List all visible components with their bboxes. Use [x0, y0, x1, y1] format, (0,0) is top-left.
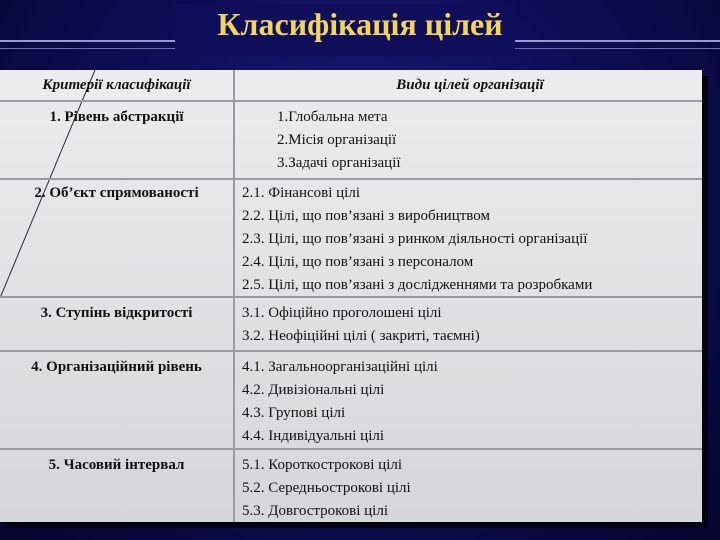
list-item: 2.4. Цілі, що пов’язані з персоналом	[242, 254, 474, 270]
criterion-2: 2. Об’єкт спрямованості	[34, 185, 199, 201]
list-item: 4.4. Індивідуальні цілі	[242, 428, 385, 444]
row-divider	[0, 350, 702, 352]
classification-table	[0, 70, 702, 522]
list-item: 3.2. Неофіційні цілі ( закриті, таємні)	[242, 328, 480, 344]
list-item: 2.5. Цілі, що пов’язані з дослідженнями та розробками	[242, 277, 593, 293]
list-item: 4.3. Групові цілі	[242, 405, 346, 421]
criterion-4: 4. Організаційний рівень	[31, 359, 202, 375]
criterion-5: 5. Часовий інтервал	[48, 457, 185, 473]
list-item: 5.3. Довгострокові цілі	[242, 503, 388, 519]
row-divider	[0, 448, 702, 450]
list-item: 2.Місія організації	[277, 132, 397, 148]
kinds-3	[242, 302, 698, 348]
kinds-4	[242, 356, 698, 448]
header-criteria: Критерії класифікації	[42, 77, 191, 93]
list-item: 5.2. Середньострокові цілі	[242, 480, 411, 496]
header-kinds: Види цілей організації	[396, 77, 544, 93]
kinds-2	[242, 182, 698, 297]
kinds-1	[277, 106, 720, 175]
row-divider	[0, 178, 702, 180]
slide-title: Класифікація цілей	[217, 6, 503, 42]
list-item: 2.2. Цілі, що пов’язані з виробництвом	[242, 208, 490, 224]
list-item: 3.1. Офіційно проголошені цілі	[242, 305, 442, 321]
list-item: 1.Глобальна мета	[277, 109, 388, 125]
list-item: 4.1. Загальноорганізаційні цілі	[242, 359, 438, 375]
list-item: 5.1. Короткострокові цілі	[242, 457, 403, 473]
list-item: 2.1. Фінансові цілі	[242, 185, 360, 201]
list-item: 3.Задачі організації	[277, 155, 401, 171]
list-item: 2.3. Цілі, що пов’язані з ринком діяльності організації	[242, 231, 588, 247]
criterion-3: 3. Ступінь відкритості	[40, 305, 193, 321]
kinds-5	[242, 454, 698, 523]
row-divider	[0, 100, 702, 102]
list-item: 4.2. Дивізіональні цілі	[242, 382, 385, 398]
title-bar	[0, 0, 720, 62]
criterion-1: 1. Рівень абстракції	[49, 109, 184, 125]
